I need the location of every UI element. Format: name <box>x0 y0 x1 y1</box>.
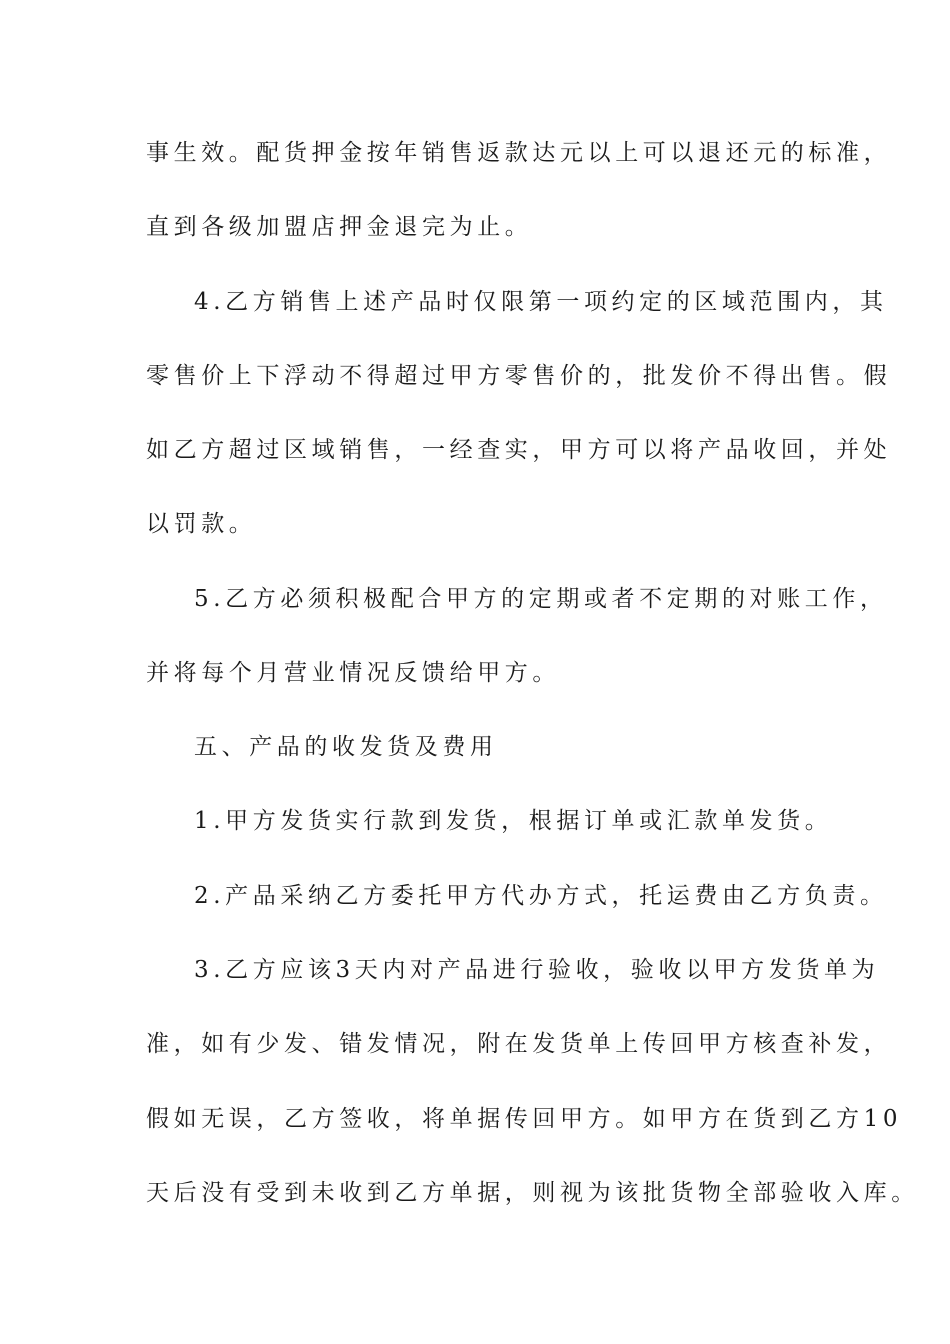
text-line: 如乙方超过区域销售，一经查实，甲方可以将产品收回，并处 <box>146 437 892 463</box>
text-line: 并将每个月营业情况反馈给甲方。 <box>146 660 560 686</box>
text-line: 以罚款。 <box>146 511 257 537</box>
text-line: 2.产品采纳乙方委托甲方代办方式，托运费由乙方负责。 <box>194 883 888 909</box>
text-line: 事生效。配货押金按年销售返款达元以上可以退还元的标准， <box>146 140 892 166</box>
text-line: 天后没有受到未收到乙方单据，则视为该批货物全部验收入库。 <box>146 1180 919 1206</box>
text-line: 3.乙方应该3天内对产品进行验收，验收以甲方发货单为 <box>194 957 880 983</box>
text-line: 1.甲方发货实行款到发货，根据订单或汇款单发货。 <box>194 808 833 834</box>
text-line: 零售价上下浮动不得超过甲方零售价的，批发价不得出售。假 <box>146 363 892 389</box>
text-line: 假如无误，乙方签收，将单据传回甲方。如甲方在货到乙方10 <box>146 1106 903 1132</box>
section-heading: 五、产品的收发货及费用 <box>194 734 498 760</box>
text-line: 5.乙方必须积极配合甲方的定期或者不定期的对账工作， <box>194 586 888 612</box>
text-line: 直到各级加盟店押金退完为止。 <box>146 214 533 240</box>
text-line: 准，如有少发、错发情况，附在发货单上传回甲方核查补发， <box>146 1031 892 1057</box>
text-line: 4.乙方销售上述产品时仅限第一项约定的区域范围内，其 <box>194 289 888 315</box>
